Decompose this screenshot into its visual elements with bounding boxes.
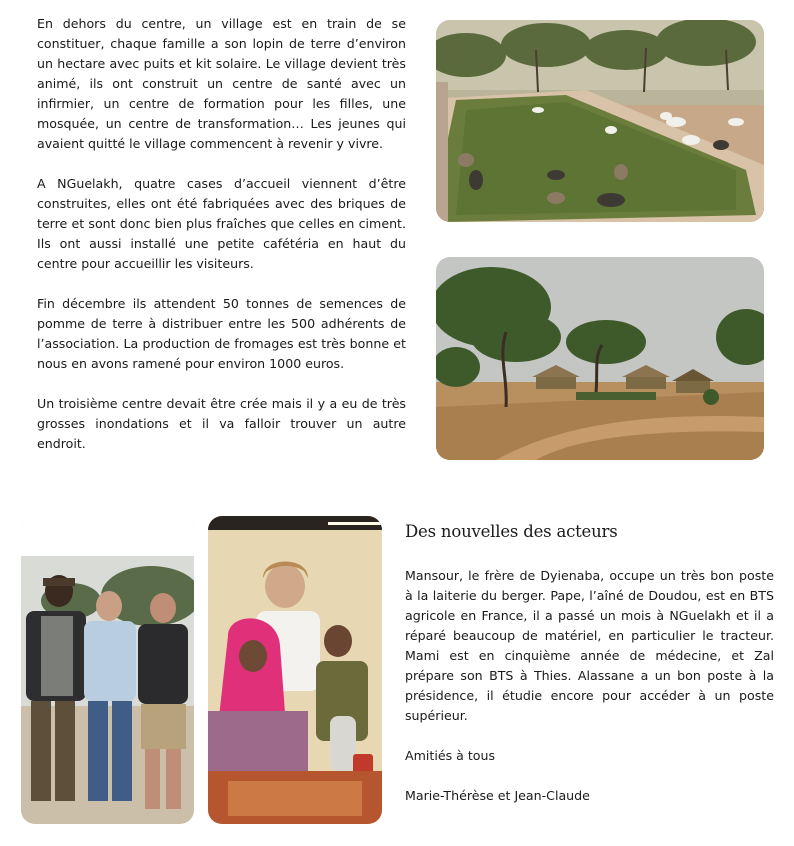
- article-column: [37, 14, 406, 454]
- article-paragraph-village: En dehors du centre, un village est en train de se constituer, chaque famille a son lopin de terre d’environ un hectare avec puits et kit solaire. Le village devient très animé, ils ont construit un centre de santé avec un infirmier, un centre de formation pour les filles, une mosquée, un centre de transformation… Les jeunes qui avaient quitté le village commencent à revenir y vivre.: [37, 16, 406, 151]
- savanna-huts-photo: [436, 257, 764, 460]
- news-section-title: Des nouvelles des acteurs: [405, 522, 618, 541]
- article-paragraph-inondations: Un troisième centre devait être crée mais il y a eu de très grosses inondations et il va falloir trouver un autre endroit.: [37, 396, 406, 451]
- news-signature: Marie-Thérèse et Jean-Claude: [405, 788, 590, 803]
- three-men-photo: [21, 516, 194, 824]
- ducks-pond-photo: [436, 20, 764, 222]
- women-group-photo: [208, 516, 382, 824]
- article-paragraph-cases: A NGuelakh, quatre cases d’accueil viennent d’être construites, elles ont été fabriquées avec des briques de terre et sont donc bien plus fraîches que celles en ciment. Ils ont aussi installé une petite cafétéria en haut du centre pour accueillir les visiteurs.: [37, 176, 406, 271]
- news-column: [405, 566, 774, 826]
- article-paragraph-semences: Fin décembre ils attendent 50 tonnes de semences de pomme de terre à distribuer entre les 500 adhérents de l’association. La production de fromages est très bonne et nous en avons ramené pour environ 1000 euros.: [37, 296, 406, 371]
- news-paragraph-family: Mansour, le frère de Dyienaba, occupe un très bon poste à la laiterie du berger. Pape, l’aîné de Doudou, est en BTS agricole en France, il a passé un mois à NGuelakh et il a réparé beaucoup de matériel, en particulier le tracteur. Mami est en cinquième année de médecine, et Zal prépare son BTS à Thies. Alassane a un bon poste à la présidence, il étudie encore pour accéder à un poste supérieur.: [405, 568, 774, 723]
- news-greeting: Amitiés à tous: [405, 748, 496, 763]
